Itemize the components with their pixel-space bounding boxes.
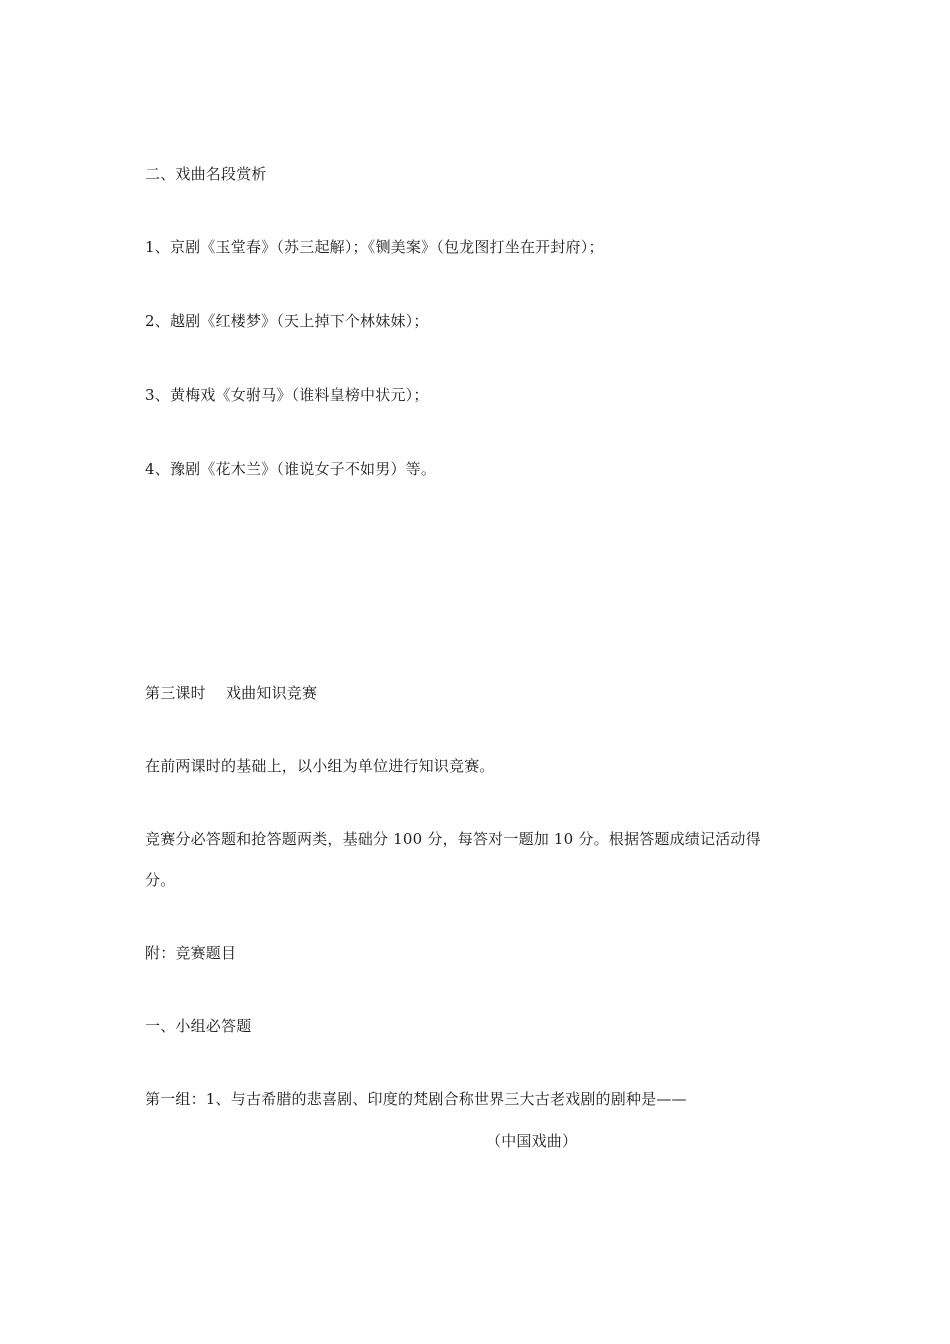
rules-paragraph-line-1: 竞赛分必答题和抢答题两类，基础分 100 分，每答对一题加 10 分。根据答题成绩记活动得 — [145, 830, 761, 848]
section-heading: 二、戏曲名段赏析 — [145, 165, 267, 183]
intro-paragraph: 在前两课时的基础上，以小组为单位进行知识竞赛。 — [145, 757, 495, 775]
appendix-heading: 附：竞赛题目 — [145, 944, 237, 962]
answer-text: （中国戏曲） — [486, 1132, 578, 1150]
list-item: 2、越剧《红楼梦》（天上掉下个林妹妹）； — [145, 312, 429, 330]
rules-paragraph-line-2: 分。 — [145, 871, 176, 889]
list-item: 4、豫剧《花木兰》（谁说女子不如男）等。 — [145, 460, 437, 478]
subsection-heading: 一、小组必答题 — [145, 1017, 252, 1035]
question-text: 第一组：1、与古希腊的悲喜剧、印度的梵剧合称世界三大古老戏剧的剧种是—— — [145, 1090, 687, 1108]
list-item: 3、黄梅戏《女驸马》（谁料皇榜中状元）； — [145, 386, 429, 404]
list-item: 1、京剧《玉堂春》（苏三起解）；《铡美案》（包龙图打坐在开封府）； — [145, 238, 604, 256]
lesson-heading: 第三课时 戏曲知识竞赛 — [145, 684, 318, 702]
